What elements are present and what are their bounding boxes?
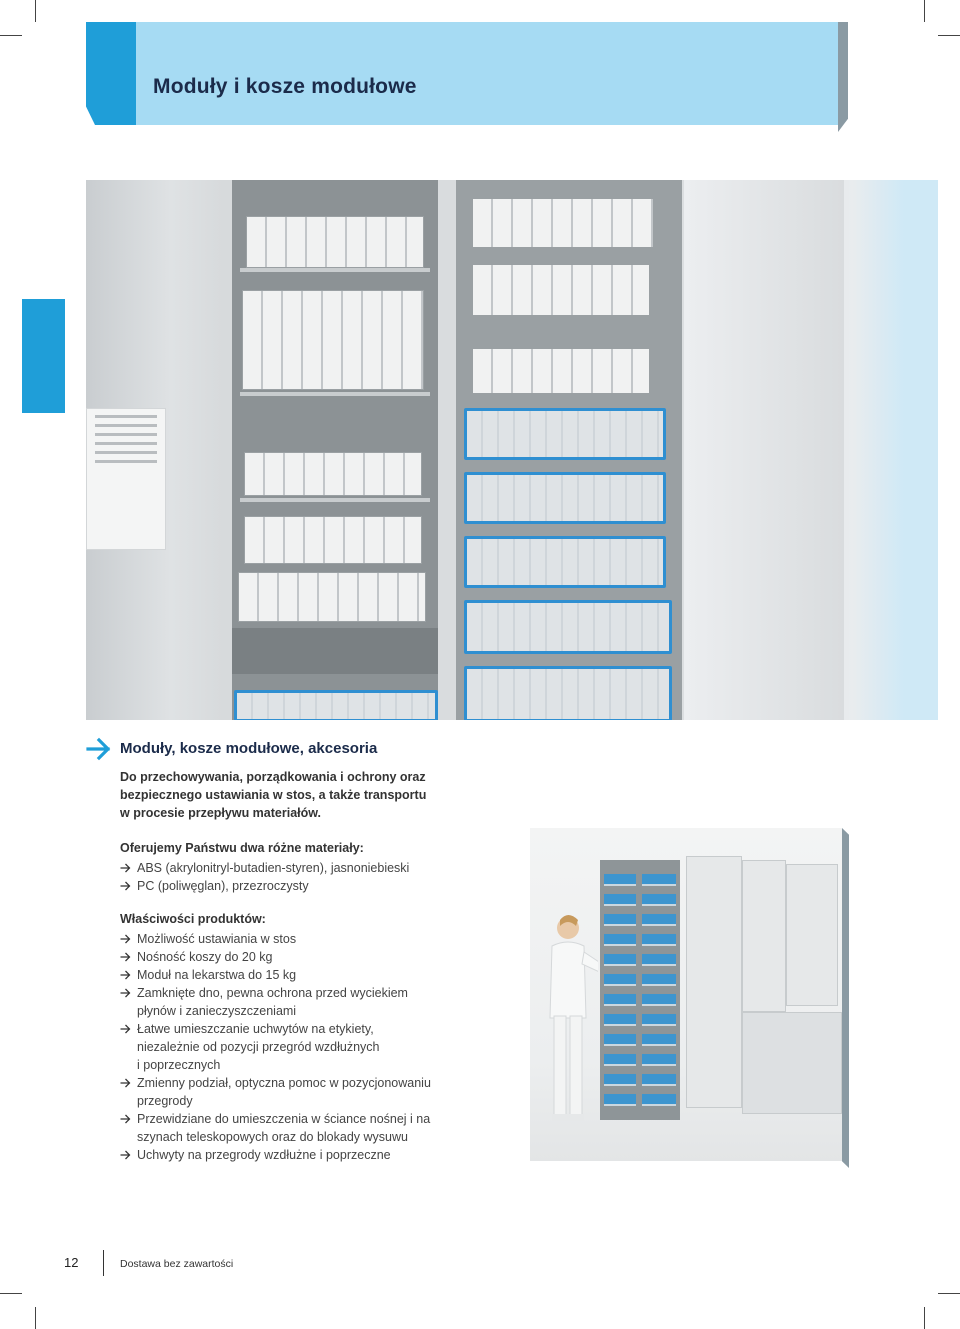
materials-list: [120, 859, 480, 895]
list-item-text: Nośność koszy do 20 kg: [137, 950, 273, 964]
footer-text: Dostawa bez zawartości: [120, 1258, 234, 1270]
list-item: [120, 1074, 480, 1110]
photo-edge: [842, 828, 849, 1168]
arrow-right-icon: [120, 1024, 131, 1034]
crop-mark: [924, 0, 925, 22]
section-title: Moduły, kosze modułowe, akcesoria: [120, 740, 378, 757]
banner-edge: [838, 22, 848, 132]
banner-accent: [86, 22, 136, 125]
arrow-right-icon: [120, 952, 131, 962]
arrow-right-icon: [120, 970, 131, 980]
crop-mark: [0, 1293, 22, 1294]
materials-heading: Oferujemy Państwu dwa różne materiały:: [120, 841, 364, 855]
footer-divider: [103, 1250, 104, 1276]
arrow-right-icon: [120, 863, 131, 873]
list-item: [120, 1020, 480, 1074]
list-item: [120, 1110, 480, 1146]
intro-line: Do przechowywania, porządkowania i ochrony oraz: [120, 770, 426, 784]
arrow-right-icon: [120, 1114, 131, 1124]
list-item-text: Przewidziane do umieszczenia w ściance nośnej i na: [137, 1112, 431, 1126]
list-item-text: Możliwość ustawiania w stos: [137, 932, 297, 946]
arrow-right-icon: [120, 1150, 131, 1160]
arrow-right-icon: [120, 988, 131, 998]
crop-mark: [938, 35, 960, 36]
arrow-right-icon: [86, 737, 112, 761]
list-item-text: Zmienny podział, optyczna pomoc w pozycjonowaniu: [137, 1076, 431, 1090]
nurse-cabinet-photo: [530, 828, 842, 1161]
list-item-text: płynów i zanieczyszczeniami: [137, 1004, 297, 1018]
cabinet-photo: [86, 180, 938, 720]
crop-mark: [35, 0, 36, 22]
list-item-text: szynach teleskopowych oraz do blokady wysuwu: [137, 1130, 408, 1144]
properties-heading: Właściwości produktów:: [120, 912, 266, 926]
intro-line: w procesie przepływu materiałów.: [120, 806, 321, 820]
list-item-text: Łatwe umieszczanie uchwytów na etykiety,: [137, 1022, 374, 1036]
list-item-text: przegrody: [137, 1094, 193, 1108]
list-item: [120, 1146, 480, 1164]
wall-cabinet: [742, 860, 786, 1012]
arrow-right-icon: [120, 934, 131, 944]
wall-notice: [86, 408, 166, 550]
wall-cabinet: [686, 856, 742, 1108]
list-item: [120, 984, 480, 1020]
list-item: [120, 948, 480, 966]
crop-mark: [938, 1293, 960, 1294]
list-item-text: Uchwyty na przegrody wzdłużne i poprzeczne: [137, 1148, 391, 1162]
cabinet-right-column: [456, 180, 682, 720]
properties-list: [120, 930, 480, 1164]
wall-cabinet: [786, 864, 838, 1006]
page-title: Moduły i kosze modułowe: [153, 75, 417, 98]
drawer-cabinet: [600, 860, 680, 1120]
crop-mark: [35, 1307, 36, 1329]
counter: [742, 1012, 842, 1114]
crop-mark: [0, 35, 22, 36]
intro-paragraph: [120, 768, 460, 822]
cabinet-door: [684, 180, 844, 720]
crop-mark: [924, 1307, 925, 1329]
list-item-text: Zamknięte dno, pewna ochrona przed wyciekiem: [137, 986, 408, 1000]
intro-line: bezpiecznego ustawiania w stos, a także transportu: [120, 788, 427, 802]
arrow-right-icon: [120, 1078, 131, 1088]
side-tab: [22, 299, 65, 413]
list-item-text: PC (poliwęglan), przezroczysty: [137, 879, 309, 893]
list-item-text: ABS (akrylonitryl-butadien-styren), jasnoniebieski: [137, 861, 410, 875]
arrow-right-icon: [120, 881, 131, 891]
banner-body: [136, 22, 842, 125]
list-item: [120, 877, 480, 895]
page-number: 12: [64, 1255, 79, 1270]
list-item-text: niezależnie od pozycji przegród wzdłużnych: [137, 1040, 380, 1054]
list-item: [120, 930, 480, 948]
list-item-text: i poprzecznych: [137, 1058, 221, 1072]
cabinet-left-column: [232, 180, 438, 720]
nurse-figure: [538, 908, 598, 1133]
list-item: [120, 966, 480, 984]
list-item-text: Moduł na lekarstwa do 15 kg: [137, 968, 297, 982]
list-item: [120, 859, 480, 877]
